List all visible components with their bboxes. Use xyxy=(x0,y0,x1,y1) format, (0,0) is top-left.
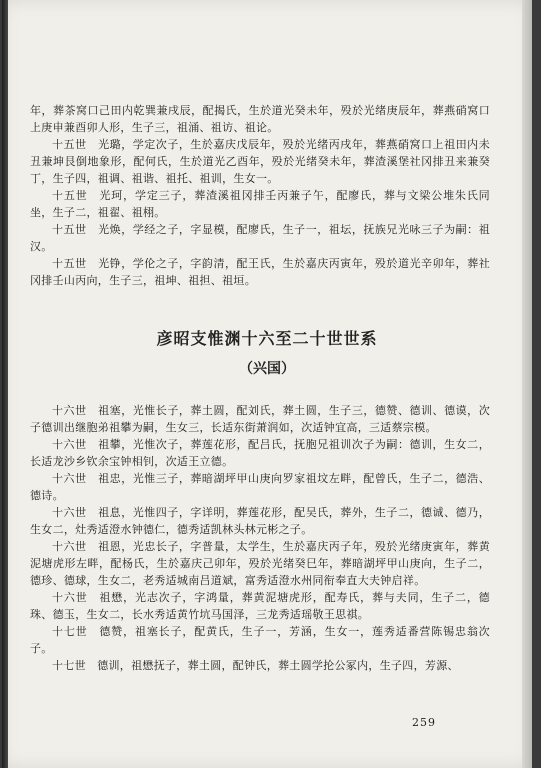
document-page xyxy=(2,0,532,768)
genealogy-entry: 十六世 祖懋，光志次子，字鸿量，葬黄泥塘虎形，配寿氏，葬与夫同，生子二，德珠、德玉，生女二，长水秀适黄竹坑马国泽，三龙秀适瑶敬王思祺。 xyxy=(30,591,490,621)
genealogy-entry: 十六世 祖息，光惟四子，字详明，葬莲花形，配吴氏，葬外，生子二，德诚、德乃，生女二，灶秀适澄水钟德仁，德秀适凯林头林元彬之子。 xyxy=(30,506,490,536)
genealogy-entry: 十五世 光璐，学定次子，生於嘉庆戊辰年，殁於光绪丙戌年，葬燕硝窝口上祖田内未丑兼坤艮倒地象形，配何氏，生於道光乙酉年，殁於光绪癸未年，葬渣溪堡社冈排丑来兼癸丁，生子四，祖调、祖谐、祖托、祖训，生女一。 xyxy=(30,138,490,185)
page-number: 259 xyxy=(412,716,436,729)
genealogy-entry: 十五世 光铮，学伦之子，字韵清，配王氏，生於嘉庆丙寅年，殁於道光辛卯年，葬社冈排壬山丙向，生子三，祖坤、祖担、祖垣。 xyxy=(30,257,490,287)
genealogy-entry: 十六世 祖忠，光惟三子，葬暗湖坪甲山庚向罗家祖坟左畔，配曾氏，生子二，德浩、德诗。 xyxy=(30,472,490,502)
scan-page-edge xyxy=(522,0,532,768)
genealogy-entry: 年，葬茶窝口己田内乾巽兼戌辰，配揭氏，生於道光癸未年，殁於光绪庚辰年，葬燕硝窝口上庚申兼酉卯人形，生子三，祖涌、祖访、祖论。 xyxy=(30,104,490,134)
section-title: 彦昭支惟渊十六至二十世世系 xyxy=(156,329,378,348)
genealogy-entry: 十七世 德赞，祖塞长子，配黄氏，生子一，芳涵，生女一，莲秀适番营陈锡忠翁次子。 xyxy=(30,625,490,655)
genealogy-entry: 十五世 光焕，学经之子，字显模，配廖氏，生子一，祖坛，抚族兄光咏三子为嗣：祖汉。 xyxy=(30,223,490,253)
scan-binding-edge xyxy=(2,0,8,768)
bottom-genealogy-text xyxy=(30,402,490,674)
genealogy-entry: 十七世 德训，祖懋抚子，葬土圆，配钟氏，葬土圆学抡公冢内，生子四，芳源、 xyxy=(52,659,459,672)
genealogy-entry: 十六世 祖塞，光惟长子，葬土圆，配刘氏，葬土圆，生子三，德赞、德训、德谟，次子德训出继胞弟祖攀为嗣，生女三，长适东街萧润如，次适钟宜高，三适蔡宗模。 xyxy=(30,404,490,434)
section-subtitle: （兴国） xyxy=(239,361,295,377)
genealogy-entry: 十六世 祖攀，光惟次子，葬莲花形，配吕氏，抚胞兄祖训次子为嗣：德训，生女二，长适龙沙乡钦余宝钟相钊，次适王立德。 xyxy=(30,438,490,468)
genealogy-entry: 十六世 祖恩，光忠长子，字普量，太学生，生於嘉庆丙子年，殁於光绪庚寅年，葬黄泥塘虎形左畔，配杨氏，生於嘉庆己卯年，殁於光绪癸巳年，葬暗湖坪甲山庚向，生子二，德珍、德球，生女二，老秀适城南吕道斌，富秀适澄水州同衔奉直大夫钟启祥。 xyxy=(30,540,490,587)
top-genealogy-text xyxy=(30,102,490,289)
genealogy-entry: 十五世 光珂，学定三子，葬渣溪祖冈排壬丙兼子午，配廖氏，葬与文梁公堆朱氏同坐，生子二，祖翟、祖栩。 xyxy=(30,189,490,219)
